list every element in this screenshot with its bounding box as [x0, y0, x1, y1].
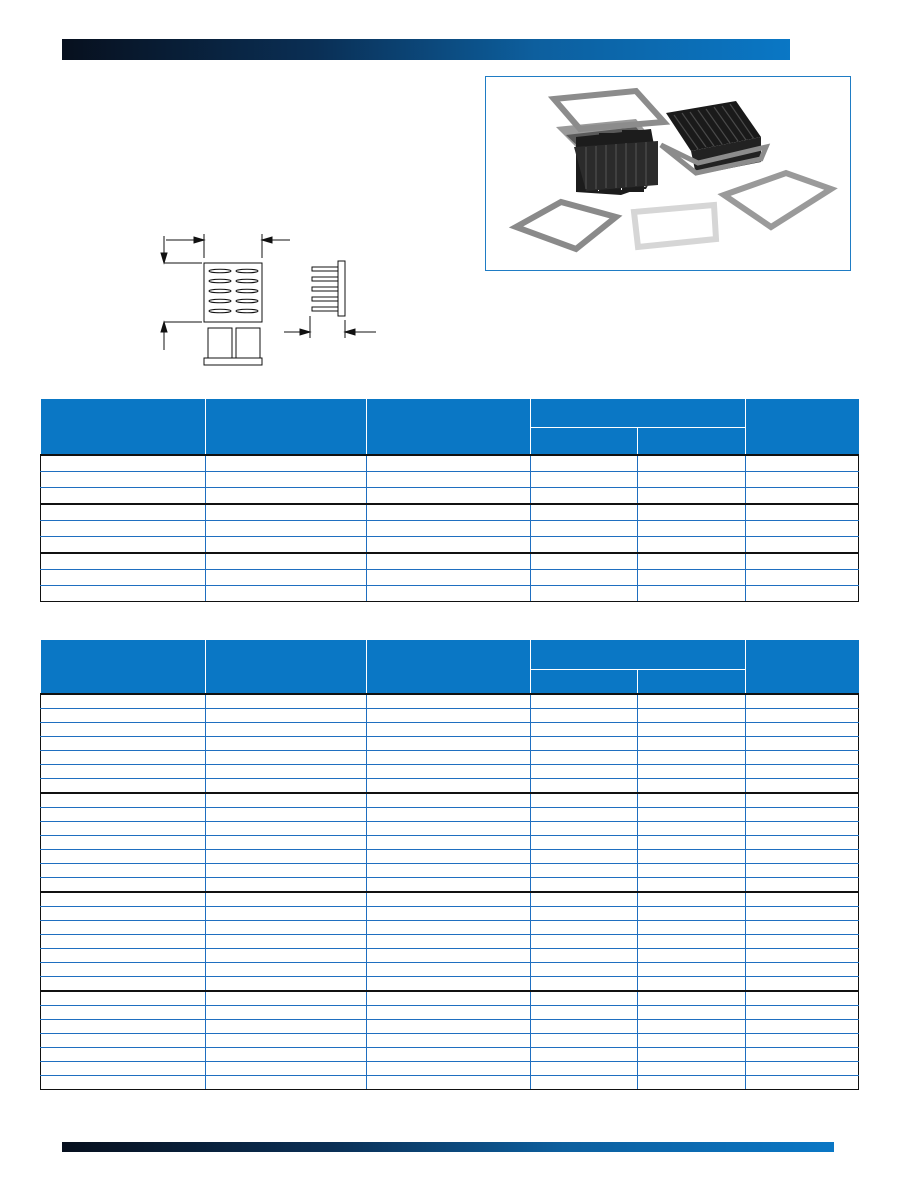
table-cell	[41, 921, 206, 935]
table2-header-sub1	[531, 669, 638, 694]
table-cell	[638, 850, 746, 864]
table-row	[41, 586, 859, 602]
table-cell	[531, 977, 638, 992]
table-cell	[41, 935, 206, 949]
table-cell	[531, 1076, 638, 1090]
table-cell	[367, 737, 531, 751]
table-cell	[41, 553, 206, 570]
table-cell	[206, 864, 367, 878]
table-row	[41, 1048, 859, 1062]
table1-header-col6	[746, 399, 859, 455]
table-cell	[206, 850, 367, 864]
table-row	[41, 570, 859, 586]
table-cell	[638, 907, 746, 921]
table-cell	[206, 935, 367, 949]
table-cell	[206, 977, 367, 992]
table-cell	[206, 586, 367, 602]
table-cell	[638, 808, 746, 822]
bottom-footer-band	[62, 1142, 834, 1152]
table-cell	[746, 864, 859, 878]
table-cell	[531, 963, 638, 977]
table-cell	[41, 793, 206, 808]
table-cell	[531, 822, 638, 836]
table-cell	[41, 723, 206, 737]
table-cell	[638, 455, 746, 472]
table-cell	[367, 864, 531, 878]
table-cell	[367, 472, 531, 488]
table-cell	[41, 694, 206, 709]
table-cell	[367, 751, 531, 765]
table-cell	[638, 570, 746, 586]
table1-header-col2	[206, 399, 367, 455]
table-cell	[367, 921, 531, 935]
table-cell	[367, 586, 531, 602]
table-cell	[531, 850, 638, 864]
table-row	[41, 935, 859, 949]
table-cell	[531, 878, 638, 893]
table-cell	[531, 488, 638, 505]
table-cell	[638, 1062, 746, 1076]
table-cell	[638, 822, 746, 836]
table-cell	[746, 504, 859, 521]
top-header-band	[62, 39, 790, 60]
table-cell	[206, 504, 367, 521]
table2-header-group	[531, 640, 746, 669]
table-cell	[531, 892, 638, 907]
table-cell	[367, 949, 531, 963]
table-cell	[367, 850, 531, 864]
table-cell	[638, 949, 746, 963]
table-cell	[41, 1006, 206, 1020]
table-cell	[531, 836, 638, 850]
table-cell	[638, 977, 746, 992]
table-cell	[367, 935, 531, 949]
table-row	[41, 521, 859, 537]
table-cell	[531, 504, 638, 521]
table-cell	[746, 553, 859, 570]
table-cell	[531, 864, 638, 878]
table-cell	[531, 570, 638, 586]
table-cell	[531, 709, 638, 723]
heatsink-dimension-drawing-icon	[150, 228, 390, 373]
table-cell	[206, 991, 367, 1006]
table-cell	[746, 991, 859, 1006]
table-row	[41, 822, 859, 836]
table-cell	[367, 1076, 531, 1090]
table2-header-sub2	[638, 669, 746, 694]
table-cell	[206, 570, 367, 586]
table-cell	[206, 1076, 367, 1090]
table-cell	[746, 1006, 859, 1020]
table-cell	[638, 836, 746, 850]
table-cell	[41, 836, 206, 850]
table1-header-sub2	[638, 427, 746, 455]
table-cell	[41, 1048, 206, 1062]
table-cell	[41, 808, 206, 822]
table2-header-col1	[41, 640, 206, 694]
table-cell	[638, 586, 746, 602]
table2-header-col3	[367, 640, 531, 694]
table-cell	[41, 751, 206, 765]
table-cell	[638, 864, 746, 878]
table-cell	[638, 751, 746, 765]
table-row	[41, 472, 859, 488]
table-row	[41, 455, 859, 472]
table-cell	[638, 1076, 746, 1090]
table-cell	[638, 1020, 746, 1034]
table-cell	[206, 472, 367, 488]
table-cell	[41, 586, 206, 602]
table-cell	[746, 521, 859, 537]
table-cell	[531, 907, 638, 921]
table-cell	[531, 808, 638, 822]
table-row	[41, 765, 859, 779]
table-cell	[531, 935, 638, 949]
table-cell	[746, 765, 859, 779]
table-cell	[41, 907, 206, 921]
table-cell	[367, 1006, 531, 1020]
table-cell	[41, 455, 206, 472]
table-cell	[367, 488, 531, 505]
table-cell	[41, 822, 206, 836]
table-cell	[367, 553, 531, 570]
table-cell	[206, 455, 367, 472]
table-cell	[206, 765, 367, 779]
table-cell	[638, 504, 746, 521]
table-row	[41, 977, 859, 992]
table-cell	[367, 1020, 531, 1034]
table-cell	[206, 963, 367, 977]
table-row	[41, 1062, 859, 1076]
table-cell	[206, 694, 367, 709]
table-cell	[367, 1034, 531, 1048]
table-cell	[638, 793, 746, 808]
table-cell	[531, 765, 638, 779]
table-cell	[41, 504, 206, 521]
table-cell	[638, 765, 746, 779]
table-cell	[41, 963, 206, 977]
table-row	[41, 1006, 859, 1020]
table-row	[41, 709, 859, 723]
table-cell	[206, 949, 367, 963]
table-row	[41, 1020, 859, 1034]
table-cell	[531, 694, 638, 709]
table-cell	[638, 991, 746, 1006]
spec-table-1	[40, 399, 859, 602]
table-cell	[638, 709, 746, 723]
table-cell	[41, 765, 206, 779]
table-cell	[367, 878, 531, 893]
table-cell	[746, 977, 859, 992]
table-cell	[41, 488, 206, 505]
table-cell	[531, 779, 638, 794]
table-cell	[206, 723, 367, 737]
table-cell	[41, 737, 206, 751]
table-cell	[746, 1020, 859, 1034]
table-cell	[206, 1034, 367, 1048]
table-cell	[531, 793, 638, 808]
table-cell	[206, 836, 367, 850]
table-cell	[367, 1048, 531, 1062]
table-cell	[746, 963, 859, 977]
table-cell	[41, 892, 206, 907]
table-cell	[206, 779, 367, 794]
table-cell	[206, 751, 367, 765]
table-cell	[41, 1076, 206, 1090]
table-cell	[367, 808, 531, 822]
table-cell	[638, 1048, 746, 1062]
table-cell	[367, 1062, 531, 1076]
table-cell	[41, 1020, 206, 1034]
table-cell	[638, 892, 746, 907]
table-cell	[746, 793, 859, 808]
table-cell	[367, 963, 531, 977]
table-cell	[746, 1062, 859, 1076]
table-cell	[367, 723, 531, 737]
table-cell	[638, 521, 746, 537]
table-cell	[367, 537, 531, 554]
table-cell	[746, 488, 859, 505]
table-cell	[206, 878, 367, 893]
table-cell	[367, 793, 531, 808]
table-cell	[206, 1048, 367, 1062]
table-cell	[746, 586, 859, 602]
table-cell	[638, 553, 746, 570]
table-row	[41, 949, 859, 963]
table-row	[41, 836, 859, 850]
table-row	[41, 864, 859, 878]
table-row	[41, 737, 859, 751]
table-cell	[206, 521, 367, 537]
table-cell	[206, 808, 367, 822]
table-cell	[41, 570, 206, 586]
table-cell	[367, 822, 531, 836]
product-photo	[485, 76, 851, 271]
table-cell	[746, 1034, 859, 1048]
table-cell	[41, 850, 206, 864]
table-cell	[746, 850, 859, 864]
table-cell	[638, 878, 746, 893]
table-cell	[746, 892, 859, 907]
table1-header-group	[531, 399, 746, 427]
table-cell	[531, 991, 638, 1006]
table1-header-col3	[367, 399, 531, 455]
table-cell	[638, 694, 746, 709]
table-cell	[746, 921, 859, 935]
table-cell	[206, 1062, 367, 1076]
table-row	[41, 537, 859, 554]
table-cell	[367, 455, 531, 472]
table-cell	[746, 907, 859, 921]
table-cell	[531, 553, 638, 570]
table-row	[41, 892, 859, 907]
table-row	[41, 694, 859, 709]
table-cell	[41, 709, 206, 723]
table-row	[41, 850, 859, 864]
table-cell	[206, 488, 367, 505]
table-cell	[638, 935, 746, 949]
table-cell	[531, 1006, 638, 1020]
table-cell	[206, 709, 367, 723]
table-cell	[746, 808, 859, 822]
table-row	[41, 779, 859, 794]
table-cell	[206, 553, 367, 570]
table-cell	[41, 1062, 206, 1076]
table-cell	[41, 1034, 206, 1048]
table-cell	[531, 537, 638, 554]
table-cell	[367, 694, 531, 709]
table-cell	[638, 921, 746, 935]
table-cell	[367, 779, 531, 794]
table-cell	[746, 709, 859, 723]
table-row	[41, 553, 859, 570]
table-cell	[41, 949, 206, 963]
table-cell	[531, 455, 638, 472]
table-cell	[41, 779, 206, 794]
table-cell	[367, 504, 531, 521]
table-cell	[638, 472, 746, 488]
table-cell	[746, 751, 859, 765]
table-cell	[531, 737, 638, 751]
table1-header-sub1	[531, 427, 638, 455]
table-cell	[746, 694, 859, 709]
table-cell	[367, 765, 531, 779]
table-row	[41, 808, 859, 822]
table2-header-col6	[746, 640, 859, 694]
table-cell	[531, 751, 638, 765]
table-cell	[531, 723, 638, 737]
table-cell	[531, 1034, 638, 1048]
table-cell	[41, 864, 206, 878]
table-row	[41, 991, 859, 1006]
table-cell	[41, 537, 206, 554]
table-cell	[41, 878, 206, 893]
table-cell	[746, 455, 859, 472]
dimension-drawing	[150, 228, 390, 373]
table-cell	[746, 949, 859, 963]
table-cell	[531, 1020, 638, 1034]
table-cell	[531, 949, 638, 963]
table-cell	[746, 878, 859, 893]
table-cell	[746, 779, 859, 794]
table-row	[41, 793, 859, 808]
table-cell	[41, 521, 206, 537]
table-row	[41, 878, 859, 893]
table-cell	[367, 570, 531, 586]
table-row	[41, 504, 859, 521]
table-cell	[746, 570, 859, 586]
table-cell	[746, 1048, 859, 1062]
table-cell	[206, 892, 367, 907]
table2-header-col2	[206, 640, 367, 694]
table-cell	[746, 537, 859, 554]
table-cell	[746, 822, 859, 836]
table-cell	[367, 709, 531, 723]
table-cell	[206, 737, 367, 751]
table-cell	[746, 472, 859, 488]
table-cell	[367, 892, 531, 907]
table-row	[41, 723, 859, 737]
table-cell	[638, 1006, 746, 1020]
table-cell	[638, 723, 746, 737]
table-cell	[206, 793, 367, 808]
table-cell	[638, 537, 746, 554]
table-row	[41, 907, 859, 921]
table-row	[41, 1076, 859, 1090]
table-cell	[531, 1048, 638, 1062]
table-cell	[746, 737, 859, 751]
table-cell	[41, 977, 206, 992]
table-cell	[531, 1062, 638, 1076]
table-cell	[206, 921, 367, 935]
table-row	[41, 1034, 859, 1048]
table-cell	[367, 907, 531, 921]
table-cell	[746, 935, 859, 949]
table-cell	[206, 907, 367, 921]
table1-header-col1	[41, 399, 206, 455]
table-row	[41, 921, 859, 935]
table-cell	[367, 836, 531, 850]
table-cell	[638, 1034, 746, 1048]
table-cell	[206, 1006, 367, 1020]
table-cell	[638, 779, 746, 794]
spec-table-2	[40, 640, 859, 1090]
table-cell	[367, 521, 531, 537]
table-cell	[531, 472, 638, 488]
table-cell	[638, 488, 746, 505]
table-cell	[638, 963, 746, 977]
table-cell	[531, 921, 638, 935]
table-cell	[206, 1020, 367, 1034]
table-row	[41, 963, 859, 977]
table-cell	[638, 737, 746, 751]
heatsink-clips-photo-icon	[486, 77, 852, 272]
table-cell	[531, 521, 638, 537]
table-row	[41, 751, 859, 765]
table-cell	[531, 586, 638, 602]
table-cell	[206, 822, 367, 836]
table-cell	[746, 723, 859, 737]
table-cell	[41, 991, 206, 1006]
table-cell	[41, 472, 206, 488]
table-cell	[746, 836, 859, 850]
table-cell	[746, 1076, 859, 1090]
table-cell	[206, 537, 367, 554]
table-cell	[367, 977, 531, 992]
table-cell	[367, 991, 531, 1006]
table-row	[41, 488, 859, 505]
